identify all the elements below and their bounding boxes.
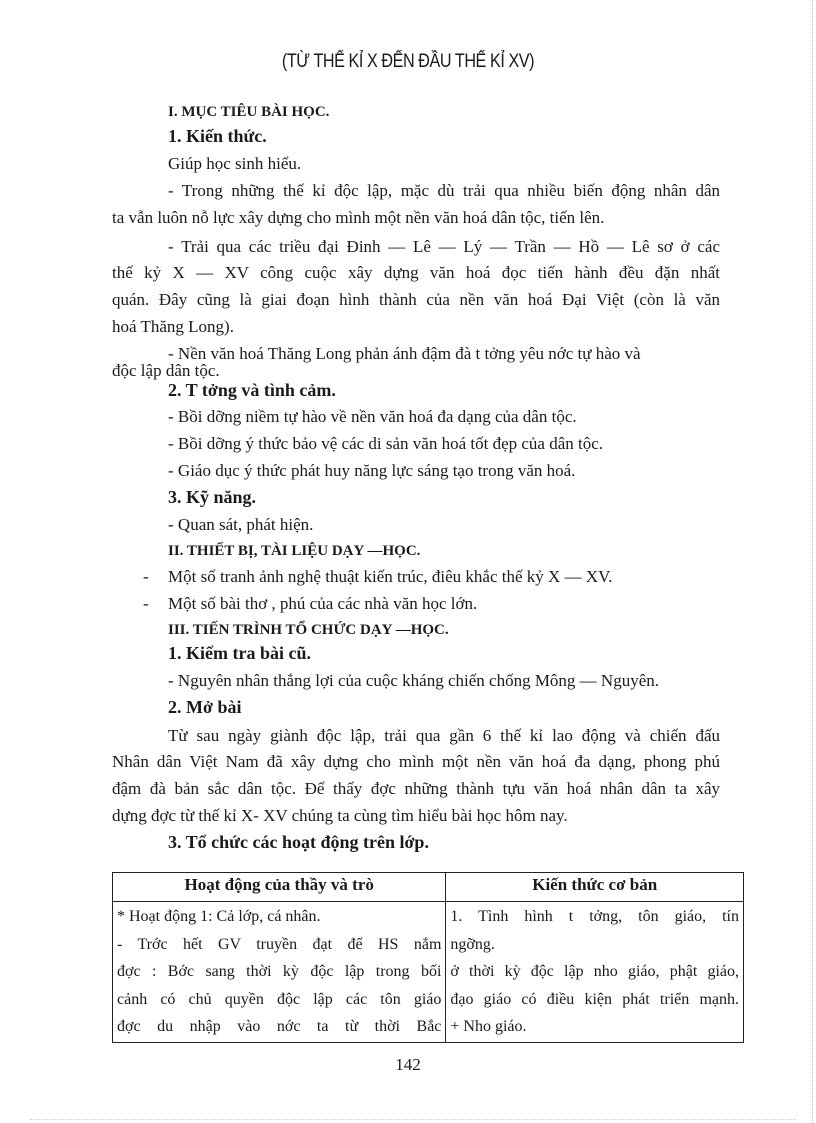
section-3-title: III. TIẾN TRÌNH TỔ CHỨC DẠY —HỌC.	[168, 622, 449, 638]
subsection-knowledge-title: 1. Kiến thức.	[168, 126, 267, 146]
knowledge-para1-line2: ta vẫn luôn nỗ lực xây dựng cho mình một nền văn hoá dân tộc, tiến lên.	[112, 208, 605, 227]
subsection-activities-title: 3. Tổ chức các hoạt động trên lớp.	[168, 832, 429, 852]
equipment-item: Một số bài thơ , phú của các nhà văn học lớn.	[168, 594, 478, 613]
table-header-knowledge: Kiến thức cơ bản	[446, 873, 744, 902]
table-row	[113, 902, 744, 1043]
equipment-item: Một số tranh ảnh nghệ thuật kiến trúc, điêu khắc thế kỷ X — XV.	[168, 567, 613, 586]
section-1-title: I. MỤC TIÊU BÀI HỌC.	[168, 104, 330, 120]
cell-line: ngỡng.	[450, 935, 495, 953]
subsection-skills-title: 3. Kỹ năng.	[168, 487, 257, 507]
ideology-item: - Bồi dỡng niềm tự hào về nền văn hoá đa dạng của dân tộc.	[168, 407, 577, 426]
page-number: 142	[395, 1055, 421, 1074]
ideology-item: - Giáo dục ý thức phát huy năng lực sáng tạo trong văn hoá.	[168, 461, 576, 480]
bullet-dash: -	[143, 594, 149, 613]
cell-line: đợc du nhập vào nớc ta từ thời Bắc	[117, 1018, 442, 1035]
activities-cell	[113, 902, 446, 1043]
knowledge-para1-line1: - Trong những thế kỉ độc lập, mặc dù trải qua nhiều biến động nhân dân	[168, 181, 720, 200]
intro-line-4: dựng đợc từ thế kỉ X- XV chúng ta cùng tìm hiểu bài học hôm nay.	[112, 806, 568, 825]
chapter-header: (TỪ THẾ KỈ X ĐẾN ĐẦU THẾ KỈ XV)	[281, 51, 535, 72]
activities-table	[112, 872, 744, 1043]
knowledge-para2-line2: thế kỷ X — XV công cuộc xây dựng văn hoá đọc tiến hành đều đặn nhất	[112, 263, 720, 282]
ideology-item: - Bồi dỡng ý thức bảo vệ các di sản văn hoá tốt đẹp của dân tộc.	[168, 434, 604, 453]
knowledge-para2-line1: - Trải qua các triều đại Đinh — Lê — Lý — Trần — Hồ — Lê sơ ở các	[168, 237, 720, 256]
skills-item: - Quan sát, phát hiện.	[168, 515, 314, 534]
cell-line: đợc : Bớc sang thời kỳ độc lập trong bối	[117, 963, 442, 980]
page-bottom-dots	[30, 1119, 796, 1120]
cell-line: * Hoạt động 1: Cả lớp, cá nhân.	[117, 908, 321, 925]
knowledge-para2-line3: quán. Đây cũng là giai đoạn hình thành của nền văn hoá Đại Việt (còn là văn	[112, 290, 720, 309]
cell-line: - Trớc hết GV truyền đạt để HS nắm	[117, 935, 442, 953]
intro-line-2: Nhân dân Việt Nam đã xây dựng cho mình một nền văn hoá đa dạng, phong phú	[112, 752, 720, 771]
cell-line: cảnh có chủ quyền độc lập các tôn giáo	[117, 990, 442, 1008]
knowledge-intro: Giúp học sinh hiểu.	[168, 154, 302, 173]
cell-line: + Nho giáo.	[450, 1018, 527, 1035]
intro-line-3: đậm đà bản sắc dân tộc. Để thấy đợc những thành tựu văn hoá nhân dân ta xây	[112, 779, 720, 798]
page-edge-dots	[812, 0, 813, 1123]
cell-line: 1. Tình hình t tởng, tôn giáo, tín	[450, 908, 739, 925]
knowledge-para3-line2: độc lập dân tộc.	[112, 361, 220, 380]
intro-line-1: Từ sau ngày giành độc lập, trải qua gần 6 thế kỉ lao động và chiến đấu	[168, 726, 720, 745]
table-header-row	[113, 873, 744, 902]
subsection-ideology-title: 2. T tởng và tình cảm.	[168, 380, 336, 400]
bullet-dash: -	[143, 567, 149, 586]
knowledge-cell	[446, 902, 744, 1043]
section-2-title: II. THIẾT BỊ, TÀI LIỆU DẠY —HỌC.	[168, 543, 421, 559]
knowledge-para2-line4: hoá Thăng Long).	[112, 317, 234, 336]
knowledge-para3-line1: - Nền văn hoá Thăng Long phản ánh đậm đà t tởng yêu nớc tự hào và	[168, 344, 641, 363]
cell-line: ở thời kỳ độc lập nho giáo, phật giáo,	[450, 963, 739, 980]
table-header-activities: Hoạt động của thầy và trò	[113, 873, 446, 902]
cell-line: đạo giáo có điều kiện phát triển mạnh.	[450, 990, 739, 1008]
subsection-intro-title: 2. Mở bài	[168, 697, 242, 717]
subsection-review-title: 1. Kiểm tra bài cũ.	[168, 643, 311, 663]
review-item: - Nguyên nhân thắng lợi của cuộc kháng chiến chống Mông — Nguyên.	[168, 671, 660, 690]
